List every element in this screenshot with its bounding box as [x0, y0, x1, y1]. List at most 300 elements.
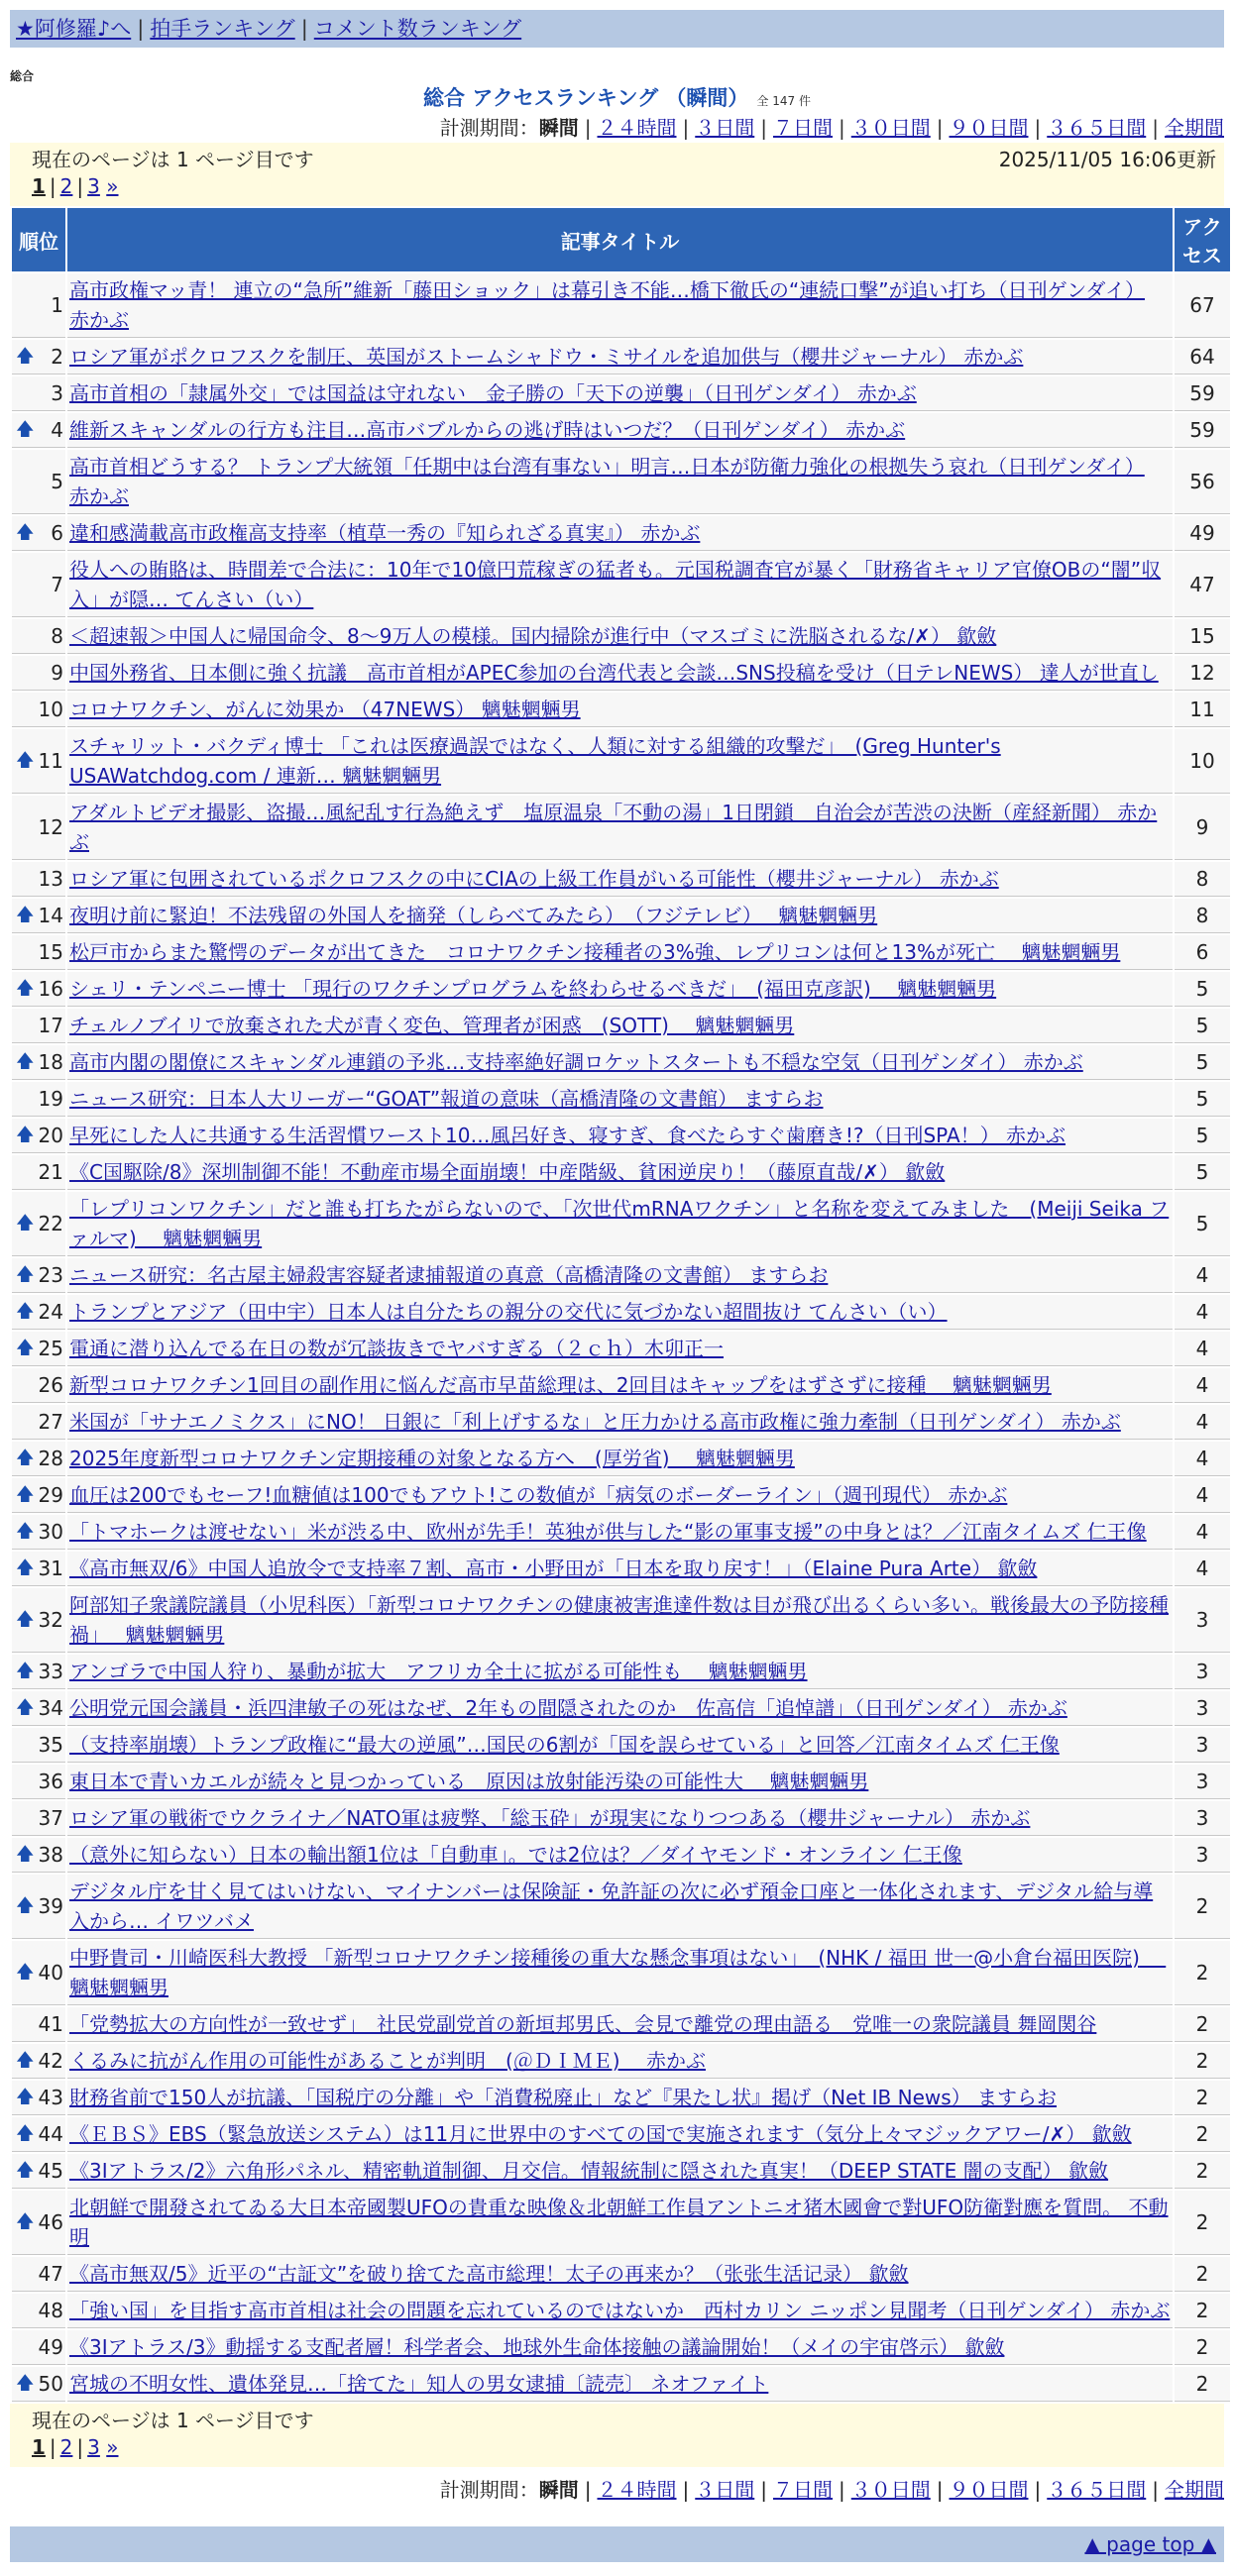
nav-separator: |	[137, 17, 145, 41]
rank-number: 2	[51, 345, 63, 369]
rank-number: 31	[38, 1556, 63, 1580]
up-arrow-icon: 🡅	[16, 2160, 35, 2181]
title-cell	[67, 1691, 1173, 1726]
page-link[interactable]: 2	[59, 2435, 73, 2459]
article-link[interactable]: 宮城の不明女性、遺体発見…「捨てた」知人の男女逮捕〔読売〕 ネオファイト	[69, 2372, 769, 2396]
article-link[interactable]: 「強い国」を目指す高市首相は社会の問題を忘れているのではないか 西村カリン ニッポン見聞考（日刊ゲンダイ） 赤かぶ	[69, 2299, 1171, 2322]
up-arrow-icon: 🡅	[16, 2211, 35, 2232]
period-separator: |	[682, 116, 690, 140]
access-count: 4	[1175, 1478, 1230, 1513]
rank-cell	[12, 1801, 65, 1836]
table-row	[12, 1295, 1230, 1330]
rank-number: 45	[38, 2159, 63, 2183]
access-count: 5	[1175, 1155, 1230, 1190]
title-cell	[67, 1368, 1173, 1403]
title-cell	[67, 1045, 1173, 1080]
rank-cell	[12, 1368, 65, 1403]
access-count: 2	[1175, 2154, 1230, 2189]
article-link[interactable]: 夜明け前に緊迫！不法残留の外国人を摘発（しらべてみたら） （フジテレビ） 魑魅魍魎男	[69, 904, 878, 927]
rank-number: 46	[38, 2210, 63, 2234]
up-arrow-icon: 🡅	[16, 1962, 35, 1983]
article-link[interactable]: 違和感満載高市政権高支持率（植草一秀の『知られざる真実』） 赤かぶ	[69, 521, 701, 545]
access-count: 3	[1175, 1691, 1230, 1726]
rank-cell	[12, 862, 65, 897]
rank-number: 6	[51, 521, 63, 545]
page-status: 現在のページは 1 ページ目です	[32, 2409, 314, 2432]
access-count: 15	[1175, 619, 1230, 654]
up-arrow-icon: 🡅	[16, 1338, 35, 1358]
title-cell	[67, 2081, 1173, 2115]
article-link[interactable]: 米国が「サナエノミクス」にNO！ 日銀に「利上げするな」と圧力かける高市政権に強力牽制（日刊ゲンダイ） 赤かぶ	[69, 1410, 1121, 1434]
period-link[interactable]: ９０日間	[949, 116, 1029, 140]
article-link[interactable]: 「トマホークは渡せない」米が渋る中、欧州が先手！英独が供与した“影の軍事支援”の中身とは？／江南タイムズ 仁王像	[69, 1520, 1147, 1544]
table-row	[12, 2367, 1230, 2402]
table-row	[12, 1941, 1230, 2005]
access-count: 5	[1175, 1045, 1230, 1080]
rank-cell	[12, 1588, 65, 1653]
up-arrow-icon: 🡅	[16, 2373, 35, 2394]
rank-cell	[12, 273, 65, 338]
rank-number: 23	[38, 1263, 63, 1287]
access-count: 4	[1175, 1552, 1230, 1586]
rank-cell	[12, 1405, 65, 1440]
table-row	[12, 1045, 1230, 1080]
access-count: 3	[1175, 1655, 1230, 1689]
footer-bar	[10, 2526, 1224, 2562]
pager-separator: |	[76, 174, 84, 198]
table-row	[12, 1875, 1230, 1939]
access-count: 4	[1175, 1515, 1230, 1550]
article-link[interactable]: （意外に知らない）日本の輸出額1位は「自動車」。では2位は？／ダイヤモンド・オンライン 仁王像	[69, 1843, 962, 1867]
article-link[interactable]: 早死にした人に共通する生活習慣ワースト10…風呂好き、寝すぎ、食べたらすぐ歯磨き!?（日刊SPA！） 赤かぶ	[69, 1124, 1066, 1147]
table-row	[12, 1728, 1230, 1763]
article-link[interactable]: デジタル庁を甘く見てはいけない、マイナンバーは保険証・免許証の次に必ず預金口座と一体化されます、デジタル給与導入から… イワツバメ	[69, 1879, 1154, 1933]
period-selector	[10, 2475, 1224, 2505]
pager-separator: |	[49, 174, 56, 198]
access-count: 5	[1175, 1009, 1230, 1043]
table-row	[12, 2191, 1230, 2255]
access-count: 8	[1175, 899, 1230, 933]
rank-cell	[12, 1552, 65, 1586]
period-link[interactable]: ３０日間	[850, 116, 931, 140]
period-link[interactable]: ３日間	[695, 116, 755, 140]
title-cell	[67, 1765, 1173, 1799]
period-link[interactable]: ３６５日間	[1047, 2478, 1147, 2502]
title-cell	[67, 1009, 1173, 1043]
up-arrow-icon: 🡅	[16, 978, 35, 999]
access-count: 12	[1175, 656, 1230, 691]
access-count: 4	[1175, 1368, 1230, 1403]
rank-number: 8	[51, 624, 63, 648]
rank-cell	[12, 972, 65, 1007]
title-cell	[67, 1801, 1173, 1836]
rank-number: 24	[38, 1300, 63, 1324]
article-link[interactable]: 《高市無双/6》中国人追放令で支持率７割、高市・小野田が「日本を取り戻す！」（Elaine Pura Arte） 歙斂	[69, 1556, 1038, 1580]
period-separator: |	[839, 2478, 845, 2502]
article-link[interactable]: 《C国駆除/8》深圳制御不能！不動産市場全面崩壊！中産階級、貧困逆戻り！（藤原直哉/✗） 歙斂	[69, 1160, 946, 1184]
table-row	[12, 2117, 1230, 2152]
article-link[interactable]: （支持率崩壊）トランプ政権に“最大の逆風”…国民の6割が「国を誤らせている」と回答／江南タイムズ 仁王像	[69, 1733, 1060, 1757]
title-cell	[67, 1478, 1173, 1513]
rank-cell	[12, 2330, 65, 2365]
article-link[interactable]: 「党勢拡大の方向性が一致せず」 社民党副党首の新垣邦男氏、会見で離党の理由語る 党唯一の衆院議員 舞岡関谷	[69, 2012, 1097, 2036]
rank-cell	[12, 1155, 65, 1190]
rank-cell	[12, 693, 65, 727]
table-row	[12, 899, 1230, 933]
rank-number: 49	[38, 2335, 63, 2359]
table-row	[12, 340, 1230, 375]
article-link[interactable]: 維新スキャンダルの行方も注目…高市バブルからの逃げ時はいつだ？（日刊ゲンダイ） 赤かぶ	[69, 418, 906, 442]
title-cell	[67, 796, 1173, 860]
article-link[interactable]: ニュース研究：名古屋主婦殺害容疑者逮捕報道の真意（高橋清隆の文書館） ますらお	[69, 1263, 829, 1287]
rank-cell	[12, 2191, 65, 2255]
access-count: 11	[1175, 693, 1230, 727]
title-cell	[67, 2191, 1173, 2255]
table-row	[12, 1155, 1230, 1190]
period-link[interactable]: ９０日間	[949, 2478, 1029, 2502]
home-link[interactable]: ★阿修羅♪へ	[16, 17, 132, 41]
rank-number: 44	[38, 2122, 63, 2146]
rank-number: 29	[38, 1483, 63, 1507]
article-link[interactable]: 中野貴司・川崎医科大教授 「新型コロナワクチン接種後の重大な懸念事項はない」 (NHK / 福田 世一@小倉台福田医院) 魑魅魍魎男	[69, 1946, 1167, 1999]
table-row	[12, 729, 1230, 794]
access-count: 5	[1175, 972, 1230, 1007]
table-row	[12, 2294, 1230, 2328]
article-link[interactable]: 公明党元国会議員・浜四津敏子の死はなぜ、2年もの間隠されたのか 佐高信「追悼譜」（日刊ゲンダイ） 赤かぶ	[69, 1696, 1067, 1720]
period-separator: |	[760, 2478, 767, 2502]
period-link[interactable]: ３日間	[695, 2478, 755, 2502]
up-arrow-icon: 🡅	[16, 1844, 35, 1865]
rank-cell	[12, 1478, 65, 1513]
page-top-link[interactable]: ▲ page top ▲	[1084, 2532, 1216, 2556]
article-link[interactable]: 《高市無双/5》近平の“古証文”を破り捨てた高市総理！太子の再来か？（张张生活记录） 歙斂	[69, 2262, 909, 2286]
rank-cell	[12, 1119, 65, 1153]
access-count: 56	[1175, 450, 1230, 514]
rank-number: 5	[51, 470, 63, 493]
article-link[interactable]: 東日本で青いカエルが続々と見つかっている 原因は放射能汚染の可能性大 魑魅魍魎男	[69, 1770, 869, 1793]
period-current: 瞬間	[538, 116, 579, 140]
rank-cell	[12, 1009, 65, 1043]
article-link[interactable]: 《3Iアトラス/2》六角形パネル、精密軌道制御、月交信。情報統制に隠された真実！（DEEP STATE 闇の支配） 歙斂	[69, 2159, 1109, 2183]
pager	[32, 2433, 1202, 2461]
rank-number: 33	[38, 1660, 63, 1683]
title-cell	[67, 273, 1173, 338]
rank-cell	[12, 1838, 65, 1873]
period-link[interactable]: ７日間	[773, 2478, 833, 2502]
page-title: 総合 アクセスランキング （瞬間）	[423, 86, 749, 110]
rank-cell	[12, 2044, 65, 2079]
article-link[interactable]: トランプとアジア（田中宇）日本人は自分たちの親分の交代に気づかない超間抜け てんさい（い）	[69, 1300, 948, 1324]
period-separator: |	[760, 116, 767, 140]
table-row	[12, 273, 1230, 338]
rank-number: 43	[38, 2086, 63, 2109]
title-cell	[67, 1838, 1173, 1873]
rank-cell	[12, 2154, 65, 2189]
period-separator: |	[839, 116, 845, 140]
title-cell	[67, 1552, 1173, 1586]
col-header-title: 記事タイトル	[67, 208, 1173, 271]
article-link[interactable]: 高市首相どうする？ トランプ大統領「任期中は台湾有事ない」明言…日本が防衛力強化の根拠失う哀れ（日刊ゲンダイ） 赤かぶ	[69, 455, 1145, 508]
table-header-row	[12, 208, 1230, 271]
article-link[interactable]: 2025年度新型コロナワクチン定期接種の対象となる方へ (厚労省) 魑魅魍魎男	[69, 1447, 795, 1470]
rank-cell	[12, 1258, 65, 1293]
rank-cell	[12, 1045, 65, 1080]
rank-number: 18	[38, 1050, 63, 1074]
rank-number: 9	[51, 661, 63, 685]
up-arrow-icon: 🡅	[16, 1557, 35, 1578]
table-row	[12, 2257, 1230, 2292]
period-link[interactable]: 全期間	[1165, 116, 1224, 140]
access-count: 2	[1175, 2294, 1230, 2328]
period-link[interactable]: ２４時間	[597, 116, 677, 140]
rank-number: 1	[51, 293, 63, 317]
title-cell	[67, 340, 1173, 375]
table-row	[12, 413, 1230, 448]
next-page-link[interactable]: »	[106, 2435, 119, 2459]
period-separator: |	[1034, 2478, 1042, 2502]
up-arrow-icon: 🡅	[16, 1697, 35, 1718]
rank-number: 38	[38, 1843, 63, 1867]
access-count: 6	[1175, 935, 1230, 970]
total-count: 全 147 件	[756, 94, 811, 108]
col-header-count: アクセス	[1175, 208, 1230, 271]
page-link[interactable]: 3	[87, 174, 100, 198]
table-row	[12, 1478, 1230, 1513]
rank-cell	[12, 2081, 65, 2115]
up-arrow-icon: 🡅	[16, 905, 35, 925]
up-arrow-icon: 🡅	[16, 1213, 35, 1234]
rank-cell	[12, 2294, 65, 2328]
rank-cell	[12, 2007, 65, 2042]
period-link[interactable]: 全期間	[1165, 2478, 1224, 2502]
table-row	[12, 1765, 1230, 1799]
title-cell	[67, 1655, 1173, 1689]
article-link[interactable]: 高市内閣の閣僚にスキャンダル連鎖の予兆…支持率絶好調ロケットスタートも不穏な空気（日刊ゲンダイ） 赤かぶ	[69, 1050, 1083, 1074]
article-link[interactable]: くるみに抗がん作用の可能性があることが判明 (＠ＤＩＭＥ) 赤かぶ	[69, 2049, 706, 2073]
article-link[interactable]: ロシア軍がポクロフスクを制圧、英国がストームシャドウ・ミサイルを追加供与（櫻井ジャーナル） 赤かぶ	[69, 345, 1024, 369]
title-cell	[67, 1515, 1173, 1550]
title-cell	[67, 1192, 1173, 1256]
article-link[interactable]: ロシア軍の戦術でウクライナ／NATO軍は疲弊、「総玉砕」が現実になりつつある（櫻井ジャーナル） 赤かぶ	[69, 1806, 1031, 1830]
rank-number: 47	[38, 2262, 63, 2286]
top-nav-bar	[10, 10, 1224, 48]
access-count: 3	[1175, 1728, 1230, 1763]
article-link[interactable]: ロシア軍に包囲されているポクロフスクの中にCIAの上級工作員がいる可能性（櫻井ジャーナル） 赤かぶ	[69, 867, 999, 891]
up-arrow-icon: 🡅	[16, 522, 35, 543]
article-link[interactable]: 《3Iアトラス/3》動揺する支配者層！科学者会、地球外生命体接触の議論開始！（メイの宇宙啓示） 歙斂	[69, 2335, 1005, 2359]
rank-cell	[12, 935, 65, 970]
access-count: 4	[1175, 1405, 1230, 1440]
page-link[interactable]: 2	[59, 174, 73, 198]
rank-number: 22	[38, 1212, 63, 1235]
rank-number: 14	[38, 904, 63, 927]
title-cell	[67, 935, 1173, 970]
period-link[interactable]: ３６５日間	[1047, 116, 1147, 140]
period-label: 計測期間：	[439, 2478, 539, 2502]
rank-cell	[12, 899, 65, 933]
page-link[interactable]: 3	[87, 2435, 100, 2459]
article-link[interactable]: コロナワクチン、がんに効果か （47NEWS） 魑魅魍魎男	[69, 698, 581, 721]
current-page: 1	[32, 174, 46, 198]
article-link[interactable]: 中国外務省、日本側に強く抗議 高市首相がAPEC参加の台湾代表と会談…SNS投稿を受け（日テレNEWS） 達人が世直し	[69, 661, 1159, 685]
table-row	[12, 1405, 1230, 1440]
rank-number: 32	[38, 1608, 63, 1632]
rank-number: 15	[38, 940, 63, 964]
up-arrow-icon: 🡅	[16, 1301, 35, 1322]
article-link[interactable]: 《ＥＢＳ》EBS（緊急放送システム）は11月に世界中のすべての国で実施されます（気分上々マジックアワー/✗） 歙斂	[69, 2122, 1132, 2146]
period-link[interactable]: ７日間	[773, 116, 833, 140]
article-link[interactable]: ＜超速報＞中国人に帰国命令、8～9万人の模様。国内掃除が進行中（マスゴミに洗脳されるな/✗） 歙斂	[69, 624, 997, 648]
access-count: 67	[1175, 273, 1230, 338]
rank-number: 7	[51, 573, 63, 596]
rank-number: 11	[38, 749, 63, 773]
title-cell	[67, 1875, 1173, 1939]
access-count: 10	[1175, 729, 1230, 794]
period-label: 計測期間：	[439, 116, 539, 140]
rank-number: 39	[38, 1894, 63, 1918]
article-link[interactable]: アダルトビデオ撮影、盗撮…風紀乱す行為絶えず 塩原温泉「不動の湯」1日閉鎖 自治会が苦渋の決断（産経新聞） 赤かぶ	[69, 801, 1158, 854]
article-link[interactable]: 高市政権マッ青！ 連立の“急所”維新「藤田ショック」は幕引き不能…橋下徹氏の“連続口撃”が追い打ち（日刊ゲンダイ） 赤かぶ	[69, 278, 1146, 332]
table-row	[12, 1515, 1230, 1550]
col-header-rank: 順位	[12, 208, 65, 271]
title-cell	[67, 2330, 1173, 2365]
table-row	[12, 1552, 1230, 1586]
title-cell	[67, 1258, 1173, 1293]
article-link[interactable]: 北朝鮮で開發されてゐる大日本帝國製UFOの貴重な映像＆北朝鮮工作員アントニオ猪木國會で對UFO防衛對應を質問。 不動明	[69, 2196, 1169, 2249]
access-count: 5	[1175, 1119, 1230, 1153]
access-count: 2	[1175, 2081, 1230, 2115]
access-count: 47	[1175, 553, 1230, 617]
up-arrow-icon: 🡅	[16, 1661, 35, 1681]
up-arrow-icon: 🡅	[16, 1484, 35, 1505]
article-link[interactable]: 「レプリコンワクチン」だと誰も打ちたがらないので、「次世代mRNAワクチン」と名称を変えてみました (Meiji Seika ファルマ) 魑魅魍魎男	[69, 1197, 1170, 1250]
up-arrow-icon: 🡅	[16, 346, 35, 367]
access-count: 4	[1175, 1258, 1230, 1293]
up-arrow-icon: 🡅	[16, 2050, 35, 2071]
rank-number: 10	[38, 698, 63, 721]
rank-cell	[12, 1442, 65, 1476]
pager	[32, 172, 1202, 200]
rank-cell	[12, 1192, 65, 1256]
access-count: 2	[1175, 2191, 1230, 2255]
title-cell	[67, 862, 1173, 897]
access-count: 4	[1175, 1295, 1230, 1330]
rank-cell	[12, 450, 65, 514]
period-separator: |	[936, 2478, 944, 2502]
rank-cell	[12, 656, 65, 691]
period-current: 瞬間	[538, 2478, 579, 2502]
table-row	[12, 1009, 1230, 1043]
article-link[interactable]: チェルノブイリで放棄された犬が青く変色、管理者が困惑 (SOTT) 魑魅魍魎男	[69, 1014, 795, 1037]
table-row	[12, 2081, 1230, 2115]
title-cell	[67, 1405, 1173, 1440]
table-row	[12, 796, 1230, 860]
table-row	[12, 862, 1230, 897]
up-arrow-icon: 🡅	[16, 1051, 35, 1072]
rank-number: 37	[38, 1806, 63, 1830]
rank-cell	[12, 413, 65, 448]
table-row	[12, 516, 1230, 551]
rank-cell	[12, 1515, 65, 1550]
title-cell	[67, 1588, 1173, 1653]
title-cell	[67, 1442, 1173, 1476]
table-row	[12, 1801, 1230, 1836]
rank-number: 13	[38, 867, 63, 891]
title-cell	[67, 2367, 1173, 2402]
article-link[interactable]: スチャリット・バクディ博士 「これは医療過誤ではなく、人類に対する組織的攻撃だ」 (Greg Hunter's USAWatchdog.com / 連新… 魑魅魍魎男	[69, 734, 1001, 788]
article-link[interactable]: 役人への賄賂は、時間差で合法に：10年で10億円荒稼ぎの猛者も。元国税調査官が暴く「財務省キャリア官僚OBの“闇”収入」が隠… てんさい（い）	[69, 558, 1162, 611]
table-row	[12, 2007, 1230, 2042]
updated-timestamp: 2025/11/05 16:06更新	[998, 148, 1216, 171]
table-row	[12, 1082, 1230, 1117]
rank-cell	[12, 796, 65, 860]
table-row	[12, 619, 1230, 654]
up-arrow-icon: 🡅	[16, 2087, 35, 2107]
rank-cell	[12, 2117, 65, 2152]
title-cell	[67, 1332, 1173, 1366]
rank-number: 36	[38, 1770, 63, 1793]
title-cell	[67, 729, 1173, 794]
rank-number: 26	[38, 1373, 63, 1397]
rank-cell	[12, 376, 65, 411]
article-link[interactable]: 新型コロナワクチン1回目の副作用に悩んだ高市早苗総理は、2回目はキャップをはずさずに接種 魑魅魍魎男	[69, 1373, 1052, 1397]
up-arrow-icon: 🡅	[16, 1609, 35, 1630]
article-link[interactable]: 高市首相の「隷属外交」では国益は守れない 金子勝の「天下の逆襲」（日刊ゲンダイ） 赤かぶ	[69, 381, 917, 405]
article-link[interactable]: 松戸市からまた驚愕のデータが出てきた コロナワクチン接種者の3%強、レプリコンは何と13%が死亡 魑魅魍魎男	[69, 940, 1121, 964]
article-link[interactable]: 阿部知子衆議院議員（小児科医）「新型コロナワクチンの健康被害進達件数は目が飛び出るくらい多い。戦後最大の予防接種禍」 魑魅魍魎男	[69, 1593, 1169, 1647]
title-cell	[67, 2257, 1173, 2292]
title-cell	[67, 693, 1173, 727]
access-count: 2	[1175, 2007, 1230, 2042]
category-label: 総合	[10, 69, 35, 83]
article-link[interactable]: シェリ・テンペニー博士 「現行のワクチンプログラムを終わらせるべきだ」 (福田克彦訳) 魑魅魍魎男	[69, 977, 997, 1001]
access-count: 59	[1175, 376, 1230, 411]
access-count: 3	[1175, 1801, 1230, 1836]
ranking-table	[10, 206, 1232, 2404]
title-cell	[67, 1119, 1173, 1153]
article-link[interactable]: アンゴラで中国人狩り、暴動が拡大 アフリカ全土に拡がる可能性も 魑魅魍魎男	[69, 1660, 808, 1683]
table-row	[12, 450, 1230, 514]
period-separator: |	[682, 2478, 690, 2502]
comment-ranking-link[interactable]: コメント数ランキング	[313, 17, 522, 41]
title-cell	[67, 656, 1173, 691]
next-page-link[interactable]: »	[106, 174, 119, 198]
access-count: 2	[1175, 2257, 1230, 2292]
access-count: 9	[1175, 796, 1230, 860]
period-link[interactable]: ２４時間	[597, 2478, 677, 2502]
rank-number: 50	[38, 2372, 63, 2396]
rank-cell	[12, 1765, 65, 1799]
clap-ranking-link[interactable]: 拍手ランキング	[150, 17, 295, 41]
up-arrow-icon: 🡅	[16, 1521, 35, 1542]
table-row	[12, 1588, 1230, 1653]
rank-cell	[12, 2367, 65, 2402]
article-link[interactable]: 血圧は200でもセーフ!血糖値は100でもアウト!この数値が「病気のボーダーライン」（週刊現代） 赤かぶ	[69, 1483, 1008, 1507]
table-row	[12, 1655, 1230, 1689]
rank-number: 48	[38, 2299, 63, 2322]
article-link[interactable]: 電通に潜り込んでる在日の数が冗談抜きでヤバすぎる（２ｃｈ）木卯正一	[69, 1337, 724, 1360]
rank-number: 20	[38, 1124, 63, 1147]
up-arrow-icon: 🡅	[16, 419, 35, 440]
article-link[interactable]: ニュース研究：日本人大リーガー“GOAT”報道の意味（高橋清隆の文書館） ますらお	[69, 1087, 824, 1111]
period-link[interactable]: ３０日間	[850, 2478, 931, 2502]
article-link[interactable]: 財務省前で150人が抗議、「国税庁の分離」や「消費税廃止」など『果たし状』掲げ（Net IB News） ますらお	[69, 2086, 1058, 2109]
title-cell	[67, 376, 1173, 411]
table-row	[12, 1258, 1230, 1293]
pager-separator: |	[76, 2435, 84, 2459]
access-count: 64	[1175, 340, 1230, 375]
access-count: 4	[1175, 1442, 1230, 1476]
